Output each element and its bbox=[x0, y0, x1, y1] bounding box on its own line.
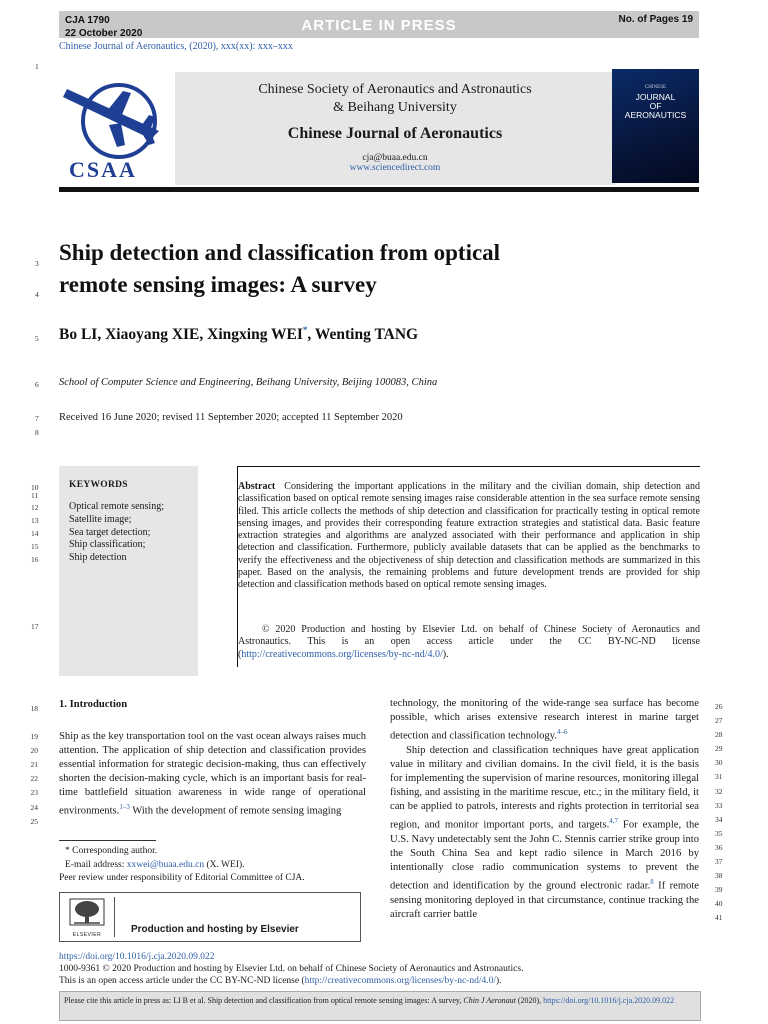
line-number: 17 bbox=[31, 622, 39, 631]
cover-title-line: AERONAUTICS bbox=[624, 110, 687, 120]
line-number: 3 bbox=[35, 259, 39, 268]
line-number: 36 bbox=[715, 842, 723, 852]
line-number: 23 bbox=[30, 788, 38, 798]
line-number: 39 bbox=[715, 885, 723, 895]
received-dates: Received 16 June 2020; revised 11 September 2020; accepted 11 September 2020 bbox=[59, 412, 403, 423]
journal-cover-image bbox=[612, 69, 699, 183]
line-number: 7 bbox=[35, 414, 39, 423]
paragraph-text: Ship as the key transportation tool on the vast ocean always raises much attention. The application of ship detection and classification provides essential information for strategic decision-making, thus can effectively shorten the decision-making cycle, which is an important basis for real-time battlefield situation awareness in wide range of operational environments. bbox=[59, 731, 366, 817]
author-list bbox=[59, 325, 418, 344]
left-line-numbers bbox=[22, 702, 38, 829]
line-number: 37 bbox=[715, 857, 723, 867]
issn-copyright: 1000-9361 © 2020 Production and hosting by Elsevier Ltd. on behalf of Chinese Society of Aeronautics and Astronautics. bbox=[59, 964, 524, 974]
abstract-box bbox=[237, 466, 700, 667]
elsevier-production-box bbox=[59, 892, 361, 942]
affiliation: School of Computer Science and Engineering, Beihang University, Beijing 100083, China bbox=[59, 377, 438, 388]
copyright-end: ). bbox=[442, 648, 449, 660]
open-access-line bbox=[59, 975, 719, 987]
header-divider bbox=[59, 187, 699, 192]
intro-right-column bbox=[390, 697, 699, 922]
line-number: 10 bbox=[31, 483, 39, 492]
keyword-item: Satellite image; bbox=[69, 513, 132, 525]
line-number: 40 bbox=[715, 899, 723, 909]
society-name-line2: & Beihang University bbox=[333, 100, 457, 115]
corresponding-author-note: * Corresponding author. bbox=[65, 846, 158, 856]
elsevier-tree-icon bbox=[68, 897, 106, 927]
cite-doi-link[interactable]: https://doi.org/10.1016/j.cja.2020.09.022 bbox=[543, 996, 675, 1005]
email-tail: (X. WEI). bbox=[204, 859, 245, 870]
line-number: 12 bbox=[31, 503, 39, 512]
production-hosting-text: Production and hosting by Elsevier bbox=[131, 924, 299, 935]
right-line-numbers bbox=[715, 700, 731, 926]
article-bottom-matter bbox=[59, 951, 719, 987]
line-number: 34 bbox=[715, 814, 723, 824]
paragraph-text: Ship detection and classification techniques have great application value in military and civilian domains. In the civil field, it is the basis for implementing the supervision of marine resources, monitoring illegal fishing, and assisting in the maritime rescue, etc.; in the military field, it can be applied to patrols, interests and rights protection in territorial sea region, and monitor important ports, and targets. bbox=[390, 744, 699, 831]
page-count: No. of Pages 19 bbox=[618, 14, 693, 25]
abstract-text bbox=[238, 481, 700, 592]
intro-left-paragraph bbox=[59, 730, 366, 819]
line-number: 22 bbox=[30, 774, 38, 784]
authors-tail: , Wenting TANG bbox=[307, 326, 419, 344]
doi-link[interactable]: https://doi.org/10.1016/j.cja.2020.09.022 bbox=[59, 952, 215, 962]
intro-right-paragraph bbox=[390, 697, 699, 744]
cite-journal: Chin J Aeronaut bbox=[463, 996, 516, 1005]
line-number: 16 bbox=[31, 555, 39, 564]
reference-link[interactable]: 1–3 bbox=[119, 803, 130, 812]
abstract-body: Considering the important applications in the military and the civilian domain, ship detection and classification based on optical remote sensing images raise considerable attention in the sea surface remote sensing filed. This article collects the methods of ship detection and classification for practically testing in optical remote sensing images, and provides their corresponding feature extraction strategies and statistical data. Basic feature extraction strategies and algorithms are analyzed associated with their performance and application in ship detection and classification. Furthermore, publicly available datasets that can be applied as the benchmarks to verify the effectiveness and the objectiveness of ship detection and classification methods are summarized in this paper. Based on the analysis, the remaining problems and future development trends are provided for ship detection and classification methods based on optical remote sensing images. bbox=[238, 481, 700, 591]
line-number: 5 bbox=[35, 334, 39, 343]
cite-prefix: Please cite this article in press as: LI B et al. Ship detection and classification from optical remote sensing images: A survey, bbox=[64, 996, 464, 1005]
journal-website-link[interactable]: www.sciencedirect.com bbox=[349, 163, 441, 173]
keyword-item: Sea target detection; bbox=[69, 526, 151, 538]
line-number: 13 bbox=[31, 516, 39, 525]
keywords-list bbox=[69, 501, 164, 565]
line-number: 8 bbox=[35, 428, 39, 437]
author-email-link[interactable]: xxwei@buaa.edu.cn bbox=[126, 859, 205, 870]
please-cite-box bbox=[59, 991, 701, 1021]
line-number: 4 bbox=[35, 290, 39, 299]
intro-right-paragraph bbox=[390, 744, 699, 922]
keyword-item: Ship detection bbox=[69, 552, 127, 564]
line-number-gap bbox=[22, 716, 38, 730]
footnote-divider bbox=[59, 840, 156, 841]
cja-id: CJA 1790 bbox=[65, 15, 110, 26]
csaa-logo bbox=[59, 73, 171, 185]
elsevier-divider bbox=[114, 897, 115, 937]
line-number: 1 bbox=[35, 62, 39, 71]
email-note bbox=[59, 859, 366, 873]
journal-info-panel bbox=[175, 72, 615, 185]
please-cite-text bbox=[60, 992, 700, 1009]
cover-title-line: JOURNAL bbox=[635, 92, 676, 102]
line-number: 14 bbox=[31, 529, 39, 538]
paragraph-text: For example, the U.S. Navy undetectably sent the John C. Stennis carrier strike group into the South China Sea and kept radio silence in March 2016 by intentionally close radio communication systems to prevent the detection and identification by the ground electronic radar. bbox=[390, 819, 700, 892]
abstract-copyright bbox=[238, 624, 700, 661]
reference-link[interactable]: 8 bbox=[650, 878, 654, 887]
cover-kicker: CHINESE bbox=[644, 85, 667, 90]
keyword-item: Optical remote sensing; bbox=[69, 501, 164, 512]
line-number: 18 bbox=[30, 704, 38, 713]
paragraph-text: technology, the monitoring of the wide-range sea surface has become possible, which arises extensive research interest in marine target detection and classification technology. bbox=[390, 698, 699, 742]
line-number: 15 bbox=[31, 542, 39, 551]
title-line: remote sensing images: A survey bbox=[59, 272, 377, 297]
cover-title bbox=[612, 93, 699, 120]
cover-title-line: OF bbox=[649, 101, 662, 111]
society-name-line1: Chinese Society of Aeronautics and Astronautics bbox=[258, 82, 532, 97]
authors-text: Bo LI, Xiaoyang XIE, Xingxing WEI bbox=[59, 326, 303, 344]
abstract-label: Abstract bbox=[238, 481, 276, 492]
paragraph-text: With the development of remote sensing imaging bbox=[129, 806, 342, 817]
line-number: 29 bbox=[715, 744, 723, 754]
journal-header bbox=[59, 55, 699, 191]
oa-end: ). bbox=[496, 976, 502, 986]
line-number: 27 bbox=[715, 716, 723, 726]
oa-license-link[interactable]: http://creativecommons.org/licenses/by-nc-nd/4.0/ bbox=[304, 976, 496, 986]
oa-text: This is an open access article under the CC BY-NC-ND license ( bbox=[59, 976, 305, 986]
line-number: 28 bbox=[715, 730, 723, 740]
line-number: 26 bbox=[715, 702, 723, 711]
reference-link[interactable]: 4–6 bbox=[557, 728, 568, 737]
journal-name: Chinese Journal of Aeronautics bbox=[287, 125, 503, 142]
footnotes bbox=[59, 845, 366, 886]
cite-year: (2020), bbox=[515, 996, 544, 1005]
journal-citation-line: Chinese Journal of Aeronautics, (2020), xxx(xx): xxx–xxx bbox=[59, 41, 293, 52]
license-link[interactable]: http://creativecommons.org/licenses/by-nc-nd/4.0/ bbox=[241, 648, 443, 660]
copyright-text: © 2020 Production and hosting by Elsevier Ltd. on behalf of Chinese Society of Aeronautics and Astronautics. This is an open access article under the CC BY-NC-ND license ( bbox=[238, 624, 700, 660]
journal-email: cja@buaa.edu.cn bbox=[362, 153, 428, 163]
line-number: 35 bbox=[715, 828, 723, 838]
email-label: E-mail address: bbox=[65, 859, 127, 870]
peer-review-note: Peer review under responsibility of Editorial Committee of CJA. bbox=[59, 873, 305, 883]
line-number: 24 bbox=[30, 802, 38, 812]
line-number: 30 bbox=[715, 758, 723, 768]
keywords-box bbox=[59, 466, 198, 676]
line-number: 32 bbox=[715, 786, 723, 796]
reference-link[interactable]: 4,7 bbox=[609, 817, 618, 826]
line-number: 41 bbox=[715, 913, 723, 923]
elsevier-logo-text: ELSEVIER bbox=[72, 932, 102, 938]
section-heading-introduction: 1. Introduction bbox=[59, 699, 128, 710]
line-number: 21 bbox=[30, 760, 38, 770]
line-number: 31 bbox=[715, 772, 723, 782]
elsevier-logo bbox=[68, 897, 106, 937]
csaa-logo-text: CSAA bbox=[69, 157, 137, 182]
line-number: 25 bbox=[30, 816, 38, 826]
line-number: 33 bbox=[715, 800, 723, 810]
keywords-heading: KEYWORDS bbox=[69, 480, 128, 490]
keyword-item: Ship classification; bbox=[69, 539, 146, 551]
article-in-press-label: ARTICLE IN PRESS bbox=[301, 17, 457, 34]
article-date: 22 October 2020 bbox=[65, 28, 143, 39]
line-number: 11 bbox=[31, 491, 39, 500]
article-status-bar bbox=[59, 11, 699, 38]
article-title bbox=[59, 237, 500, 301]
line-number: 6 bbox=[35, 380, 39, 389]
paragraph-text: If remote sensing monitoring deployed in that circumstance, continue tracking the aircraft carrier battle bbox=[390, 880, 699, 920]
corresponding-author-mark[interactable]: * bbox=[302, 325, 308, 335]
title-line: Ship detection and classification from optical bbox=[59, 240, 501, 265]
line-number: 20 bbox=[30, 746, 38, 756]
line-number: 19 bbox=[30, 732, 38, 742]
line-number: 38 bbox=[715, 871, 723, 881]
